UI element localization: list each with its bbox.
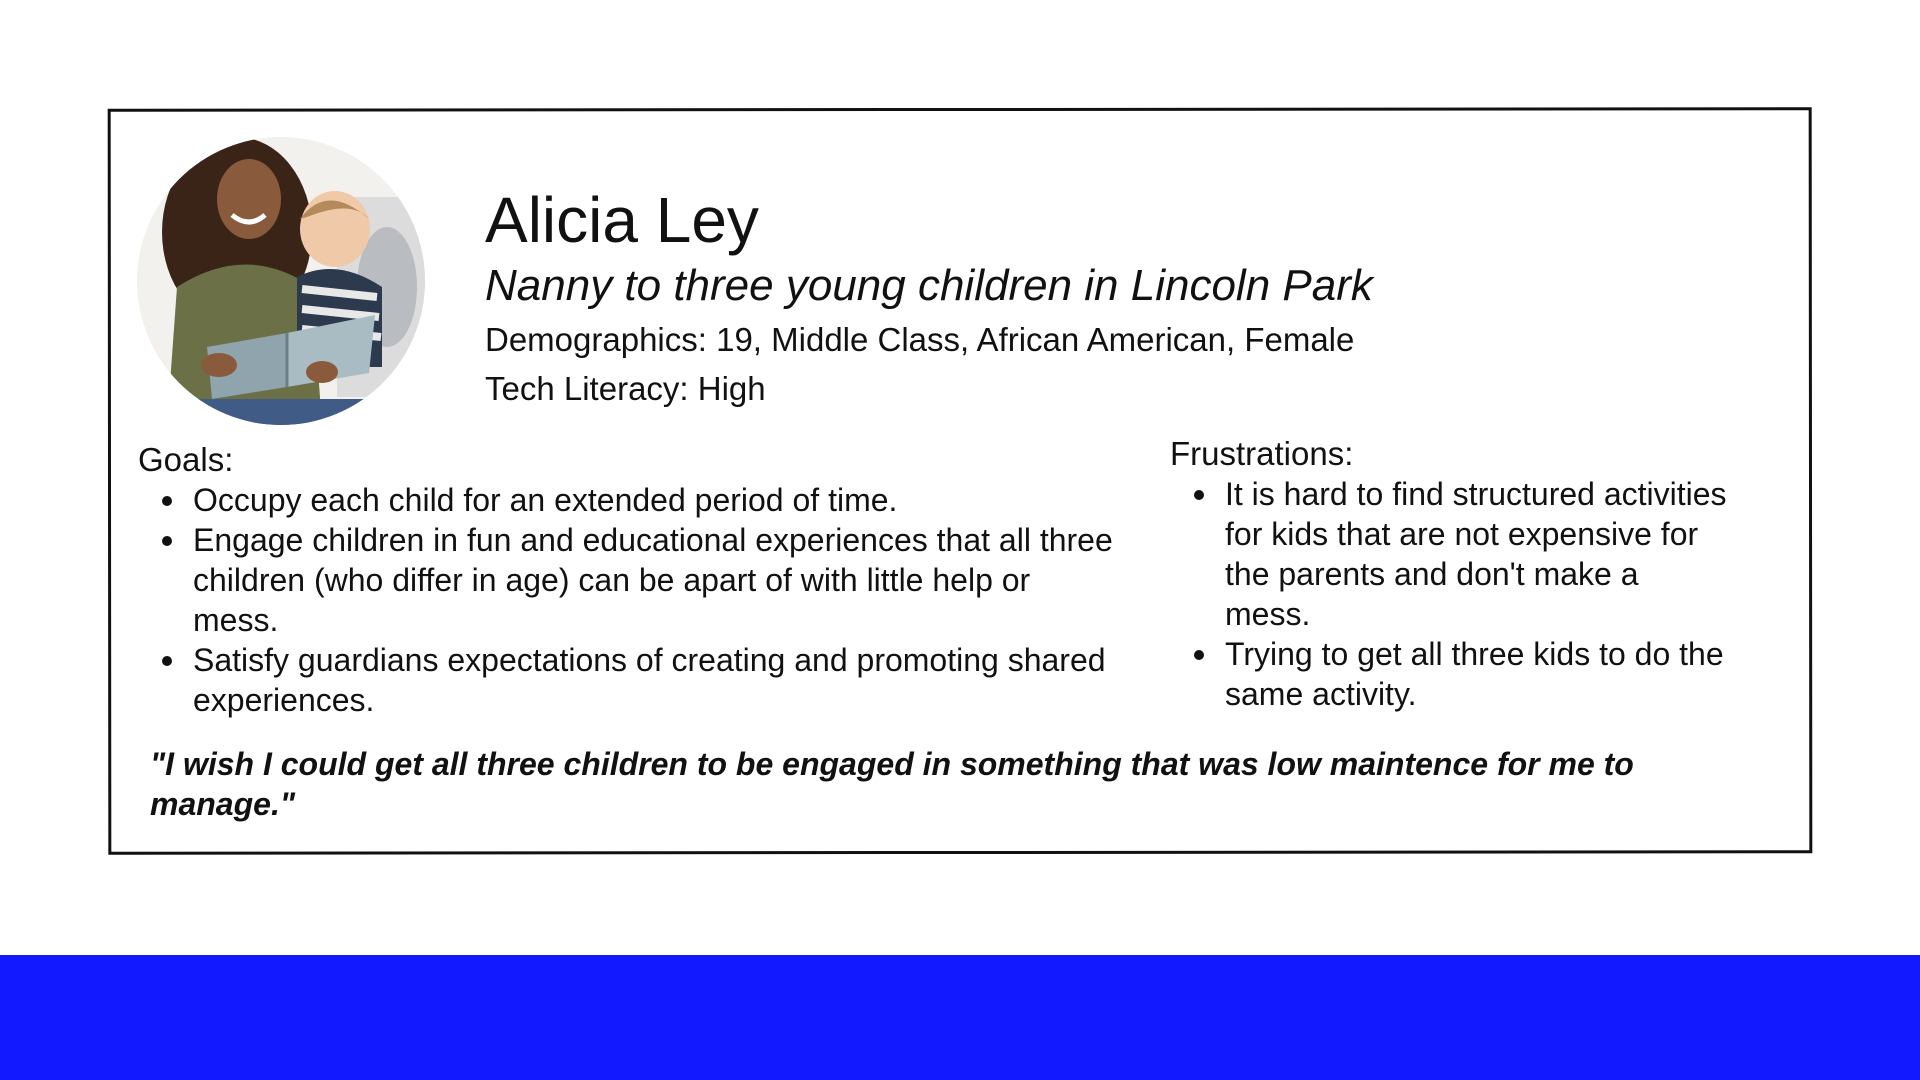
persona-tech-literacy: Tech Literacy: High [485, 370, 766, 407]
bullet-icon [1194, 490, 1204, 500]
goal-item [138, 520, 1118, 640]
frustration-item-text: Trying to get all three kids to do the same activity. [1225, 636, 1724, 712]
bullet-icon [162, 496, 172, 506]
bullet-icon [1194, 650, 1204, 660]
goal-item-text: Satisfy guardians expectations of creating and promoting shared experiences. [193, 642, 1106, 718]
persona-role: Nanny to three young children in Lincoln Park [485, 261, 1373, 310]
persona-name: Alicia Ley [485, 184, 759, 256]
footer-band [0, 955, 1920, 1080]
goal-item [138, 480, 1118, 520]
goals-list [138, 480, 1118, 720]
goals-heading: Goals: [138, 441, 234, 478]
bullet-icon [162, 656, 172, 666]
persona-photo [137, 137, 425, 425]
persona-quote: "I wish I could get all three children to be engaged in something that was low maintence for me to manage." [150, 746, 1634, 822]
goal-item-text: Occupy each child for an extended period of time. [193, 482, 898, 518]
frustration-item [1170, 634, 1730, 714]
goal-item [138, 640, 1118, 720]
frustration-item-text: It is hard to find structured activities for kids that are not expensive for the parents and don't make a mess. [1225, 476, 1727, 632]
frustrations-list [1170, 474, 1730, 714]
persona-demographics: Demographics: 19, Middle Class, African American, Female [485, 321, 1355, 358]
frustrations-heading: Frustrations: [1170, 435, 1354, 472]
bullet-icon [162, 536, 172, 546]
frustration-item [1170, 474, 1730, 634]
goal-item-text: Engage children in fun and educational experiences that all three children (who differ in age) can be apart of with little help or mess. [193, 522, 1113, 638]
